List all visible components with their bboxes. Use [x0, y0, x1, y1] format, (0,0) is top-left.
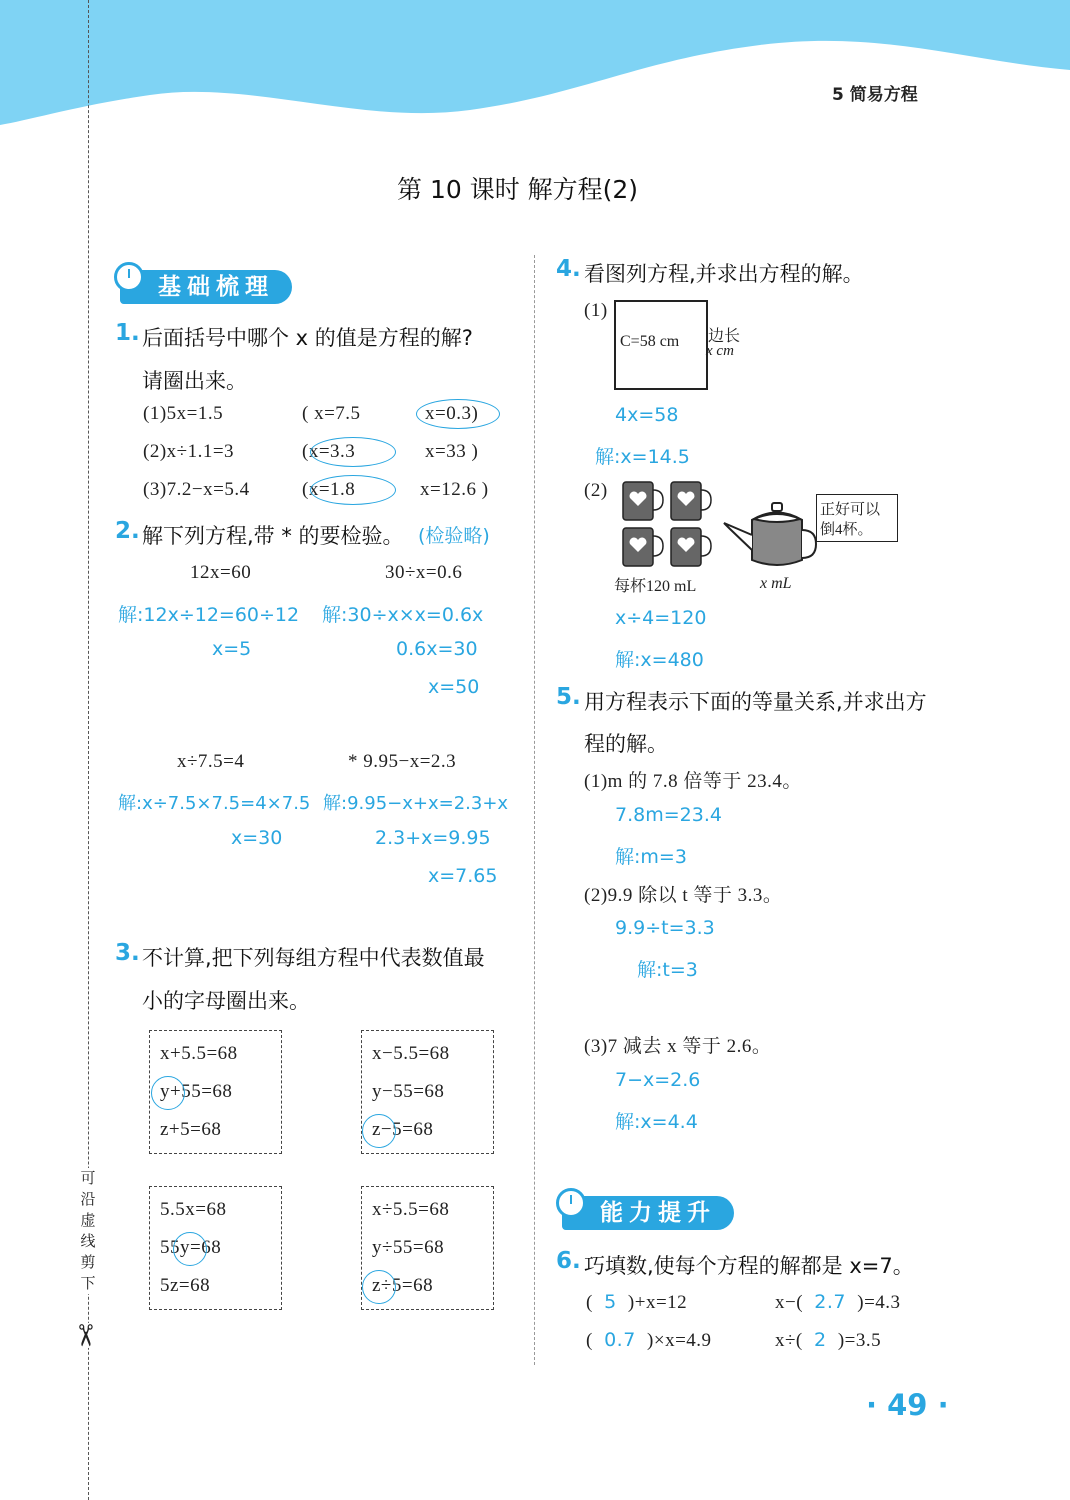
q5-p2-a2: 解:t=3: [637, 959, 698, 981]
q5-p2-a1: 9.9÷t=3.3: [615, 917, 715, 939]
header-wave: [0, 0, 1070, 135]
q1-text-line2: 请圈出来。: [142, 369, 247, 393]
q6-r1a-answer: 5: [604, 1291, 617, 1313]
q3-box4-circle: [362, 1270, 396, 1304]
q6-r2b-answer: 2: [814, 1329, 827, 1351]
q4-square-text: C=58 cm: [620, 333, 680, 350]
q6-r2a: [586, 1329, 712, 1352]
q3-box3-eq2: 55y=68: [160, 1237, 222, 1258]
q2-p1-a1: 解:12x÷12=60÷12: [118, 604, 300, 626]
q4-p1-label: (1): [584, 300, 608, 321]
q6-r2a-post: )×x=4.9: [647, 1330, 712, 1351]
q6-r1a-post: )+x=12: [627, 1292, 688, 1313]
q2-p3-a1: 解:x÷7.5×7.5=4×7.5: [118, 793, 311, 814]
q3-box2-eq3: z−5=68: [372, 1119, 434, 1140]
q2-p1-a2: x=5: [212, 638, 252, 660]
q6-r1b-answer: 2.7: [814, 1291, 847, 1313]
q6-r2b-pre: x÷(: [775, 1330, 803, 1351]
q1-text-line1: 后面括号中哪个 x 的值是方程的解?: [142, 326, 473, 350]
q6-r2a-pre: (: [586, 1330, 593, 1351]
q3-box1-circle: [151, 1076, 185, 1110]
q6-text: 巧填数,使每个方程的解都是 x=7。: [584, 1254, 914, 1278]
q5-p3-a2: 解:x=4.4: [615, 1111, 698, 1133]
q2-p2-a1: 解:30÷x×x=0.6x: [322, 604, 484, 626]
q4-p1-a1: 4x=58: [615, 404, 679, 426]
q6-r2b-post: )=3.5: [837, 1330, 882, 1351]
cups-caption: 每杯120 mL: [614, 578, 697, 595]
q1-row1-opt-a: ( x=7.5: [302, 403, 361, 424]
cups-figure: [615, 478, 715, 578]
q1-row2-opt-b: x=33 ): [425, 441, 479, 462]
q2-p3-eq: x÷7.5=4: [177, 751, 245, 772]
q3-box4-eq3: z÷5=68: [372, 1275, 434, 1296]
q1-row2-opt-a: (x=3.3: [302, 441, 356, 462]
clock-icon: [114, 262, 144, 292]
q3-box1-eq3: z+5=68: [160, 1119, 222, 1140]
q1-row3-opt-a: (x=1.8: [302, 479, 356, 500]
q5-p1-text: (1)m 的 7.8 倍等于 23.4。: [584, 771, 802, 792]
bubble-line2: 倒4杯。: [820, 522, 873, 538]
q2-text: 解下列方程,带 * 的要检验。: [142, 524, 404, 548]
lesson-title: 第 10 课时 解方程(2): [397, 175, 639, 204]
scissors-icon: ✂: [67, 1322, 103, 1349]
q6-r1b: [775, 1291, 901, 1314]
q6-r1b-pre: x−(: [775, 1292, 804, 1313]
q4-p2-label: (2): [584, 480, 608, 501]
q1-row3-opt-b: x=12.6 ): [420, 479, 489, 500]
q3-number: 3.: [115, 940, 140, 966]
q5-p3-text: (3)7 减去 x 等于 2.6。: [584, 1036, 772, 1057]
q2-p4-a1: 解:9.95−x+x=2.3+x: [323, 793, 509, 814]
q3-box3-eq3: 5z=68: [160, 1275, 211, 1296]
page-number: · 49 ·: [866, 1388, 949, 1422]
q4-side-label2: x cm: [706, 343, 734, 359]
q6-r1a: [586, 1291, 687, 1314]
q4-p2-a1: x÷4=120: [615, 607, 707, 629]
q2-p1-eq: 12x=60: [190, 562, 252, 583]
q2-p3-a2: x=30: [231, 827, 283, 849]
q5-p1-a1: 7.8m=23.4: [615, 804, 722, 826]
q2-number: 2.: [115, 518, 140, 544]
cut-note: 可沿虚线剪下: [78, 1168, 98, 1294]
q5-text-line1: 用方程表示下面的等量关系,并求出方: [584, 690, 927, 714]
q2-p2-a2: 0.6x=30: [396, 638, 478, 660]
clock-icon-advanced: [556, 1188, 586, 1218]
q2-p2-a3: x=50: [428, 676, 480, 698]
q3-box1-eq2: y+55=68: [160, 1081, 233, 1102]
q5-p1-a2: 解:m=3: [615, 846, 687, 868]
q5-p3-a1: 7−x=2.6: [615, 1069, 701, 1091]
q4-p2-a2: 解:x=480: [615, 649, 704, 671]
q2-p4-a3: x=7.65: [428, 865, 498, 887]
q5-p2-text: (2)9.9 除以 t 等于 3.3。: [584, 885, 783, 906]
q1-row2-circle: [310, 437, 396, 467]
q1-row3-circle: [310, 475, 396, 505]
q2-p4-eq: * 9.95−x=2.3: [348, 751, 457, 772]
q3-box3-eq1: 5.5x=68: [160, 1199, 227, 1220]
q1-row1-circle: [416, 399, 500, 429]
q3-box1-eq1: x+5.5=68: [160, 1043, 238, 1064]
q3-box4-eq1: x÷5.5=68: [372, 1199, 450, 1220]
q6-r1a-pre: (: [586, 1292, 593, 1313]
q4-p1-a2: 解:x=14.5: [595, 446, 690, 468]
q3-box3-circle: [173, 1232, 207, 1266]
column-divider: [534, 255, 535, 1365]
q2-p4-a2: 2.3+x=9.95: [375, 827, 491, 849]
q3-box4-eq2: y÷55=68: [372, 1237, 445, 1258]
q1-row3-eq: (3)7.2−x=5.4: [143, 479, 250, 500]
q3-box2-eq2: y−55=68: [372, 1081, 445, 1102]
q6-number: 6.: [556, 1248, 581, 1274]
chapter-header: 5 简易方程: [832, 85, 918, 105]
teapot-caption: x mL: [760, 575, 792, 592]
q3-box2-eq1: x−5.5=68: [372, 1043, 450, 1064]
q3-text-line2: 小的字母圈出来。: [142, 989, 310, 1013]
q5-text-line2: 程的解。: [584, 732, 668, 756]
section-badge-advanced: 能力提升: [562, 1196, 734, 1230]
q4-number: 4.: [556, 256, 581, 282]
q1-row1-eq: (1)5x=1.5: [143, 403, 224, 424]
q5-number: 5.: [556, 684, 581, 710]
q6-r2a-answer: 0.7: [604, 1329, 636, 1351]
q6-r1b-post: )=4.3: [857, 1292, 901, 1313]
q2-p2-eq: 30÷x=0.6: [385, 562, 463, 583]
q6-r2b: [775, 1329, 881, 1352]
bubble-line1: 正好可以: [820, 502, 881, 518]
q4-side-label1: 边长: [708, 328, 741, 345]
q4-text: 看图列方程,并求出方程的解。: [584, 262, 864, 286]
q2-note: (检验略): [418, 525, 490, 547]
q1-row2-eq: (2)x÷1.1=3: [143, 441, 235, 462]
teapot-figure: [722, 495, 822, 575]
q1-row1-opt-b: x=0.3): [425, 403, 479, 424]
q1-number: 1.: [115, 320, 140, 346]
q3-text-line1: 不计算,把下列每组方程中代表数值最: [142, 946, 485, 970]
section-badge-basic: 基础梳理: [120, 270, 292, 304]
q3-box2-circle: [362, 1114, 396, 1148]
